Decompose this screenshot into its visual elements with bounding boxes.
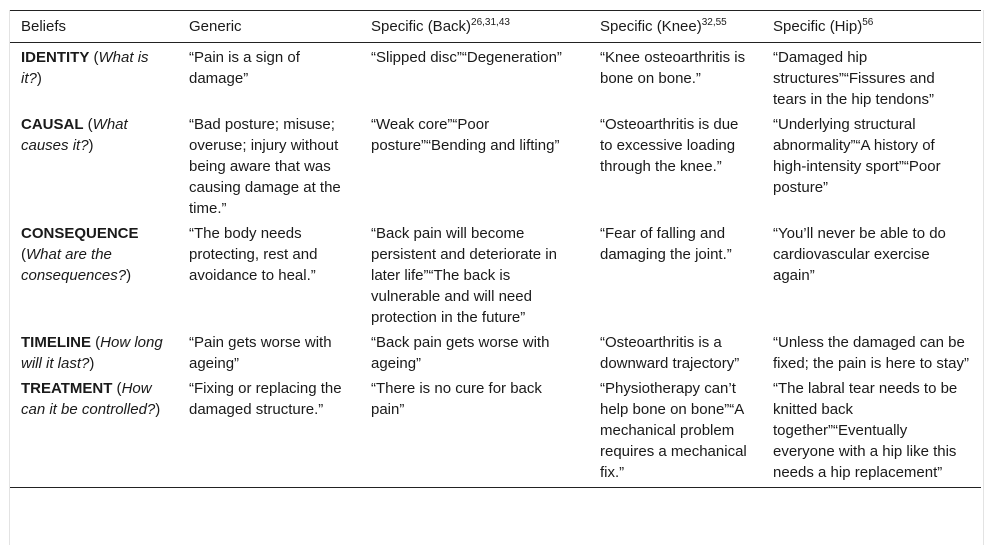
belief-paren-open: ( bbox=[91, 334, 101, 351]
generic-cell: “Pain is a sign of damage” bbox=[189, 49, 300, 87]
belief-name: CONSEQUENCE bbox=[21, 225, 139, 242]
header-specific-hip bbox=[762, 11, 981, 43]
header-specific-knee bbox=[589, 11, 762, 43]
generic-cell: “Fixing or replacing the damaged structure.” bbox=[178, 374, 360, 488]
back-cell: “Slipped disc”“Degeneration” bbox=[371, 49, 562, 66]
table-header bbox=[10, 11, 981, 43]
header-generic-label: Generic bbox=[189, 18, 242, 35]
belief-cell bbox=[10, 374, 178, 488]
belief-name: TREATMENT bbox=[21, 380, 113, 397]
belief-cell bbox=[10, 219, 178, 328]
generic-cell: “Pain gets worse with ageing” bbox=[189, 334, 332, 372]
belief-question: What is it? bbox=[21, 49, 149, 87]
belief-paren-close: ) bbox=[155, 401, 161, 418]
generic-cell: “The body needs protecting, rest and avoidance to heal.” bbox=[189, 225, 318, 284]
belief-question: What causes it? bbox=[21, 116, 128, 154]
back-cell: “Back pain will become persistent and deteriorate in later life”“The back is vulnerable and will need protection in the future” bbox=[371, 225, 557, 326]
knee-cell: “Osteoarthritis is due to excessive loading through the knee.” bbox=[600, 116, 739, 175]
belief-paren-open: ( bbox=[89, 49, 99, 66]
table-row bbox=[10, 328, 981, 374]
belief-name: CAUSAL bbox=[21, 116, 84, 133]
belief-cell bbox=[10, 110, 178, 219]
belief-paren-open: ( bbox=[83, 116, 93, 133]
table-row bbox=[10, 110, 981, 219]
hip-cell: “Underlying structural abnormality”“A history of high-intensity sport”“Poor posture” bbox=[773, 116, 941, 196]
belief-name: IDENTITY bbox=[21, 49, 90, 66]
header-row bbox=[10, 11, 981, 43]
table-row bbox=[10, 43, 981, 111]
header-specific-back bbox=[360, 11, 589, 43]
belief-question: How can it be controlled? bbox=[21, 380, 156, 418]
belief-question: How long will it last? bbox=[21, 334, 163, 372]
beliefs-table-container bbox=[10, 10, 981, 488]
header-beliefs-label: Beliefs bbox=[21, 18, 67, 35]
knee-cell: “Physiotherapy can’t help bone on bone”“A mechanical problem requires a mechanical fix.” bbox=[589, 374, 762, 488]
header-hip-label: Specific (Hip) bbox=[773, 18, 863, 35]
header-hip-reference[interactable]: 56 bbox=[862, 17, 874, 28]
belief-paren-open: ( bbox=[21, 246, 26, 263]
back-cell: “Back pain gets worse with ageing” bbox=[371, 334, 550, 372]
hip-cell: “You’ll never be able to do cardiovascular exercise again” bbox=[773, 225, 946, 284]
belief-paren-close: ) bbox=[126, 267, 132, 284]
knee-cell: “Fear of falling and damaging the joint.” bbox=[600, 225, 732, 263]
belief-question: What are the consequences? bbox=[21, 246, 127, 284]
belief-name: TIMELINE bbox=[21, 334, 91, 351]
belief-paren-close: ) bbox=[36, 70, 42, 87]
back-cell: “There is no cure for back pain” bbox=[360, 374, 589, 488]
belief-paren-open: ( bbox=[112, 380, 122, 397]
header-back-reference[interactable]: 26,31,43 bbox=[471, 17, 510, 28]
header-beliefs bbox=[10, 11, 178, 43]
hip-cell: “Unless the damaged can be fixed; the pain is here to stay” bbox=[773, 334, 969, 372]
belief-cell bbox=[10, 328, 178, 374]
back-cell: “Weak core”“Poor posture”“Bending and lifting” bbox=[371, 116, 560, 154]
belief-paren-close: ) bbox=[88, 137, 94, 154]
header-generic bbox=[178, 11, 360, 43]
header-knee-reference[interactable]: 32,55 bbox=[701, 17, 727, 28]
beliefs-table bbox=[10, 10, 981, 488]
generic-cell: “Bad posture; misuse; overuse; injury without being aware that was causing damage at the time.” bbox=[189, 116, 341, 217]
belief-cell bbox=[10, 43, 178, 111]
header-knee-label: Specific (Knee) bbox=[600, 18, 702, 35]
hip-cell: “The labral tear needs to be knitted back together”“Eventually everyone with a hip like this needs a hip replacement” bbox=[762, 374, 981, 488]
belief-paren-close: ) bbox=[89, 355, 95, 372]
table-row bbox=[10, 374, 981, 488]
table-row bbox=[10, 219, 981, 328]
table-body bbox=[10, 43, 981, 488]
knee-cell: “Knee osteoarthritis is bone on bone.” bbox=[600, 49, 746, 87]
hip-cell: “Damaged hip structures”“Fissures and tears in the hip tendons” bbox=[773, 49, 935, 108]
header-back-label: Specific (Back) bbox=[371, 18, 472, 35]
knee-cell: “Osteoarthritis is a downward trajectory” bbox=[600, 334, 740, 372]
